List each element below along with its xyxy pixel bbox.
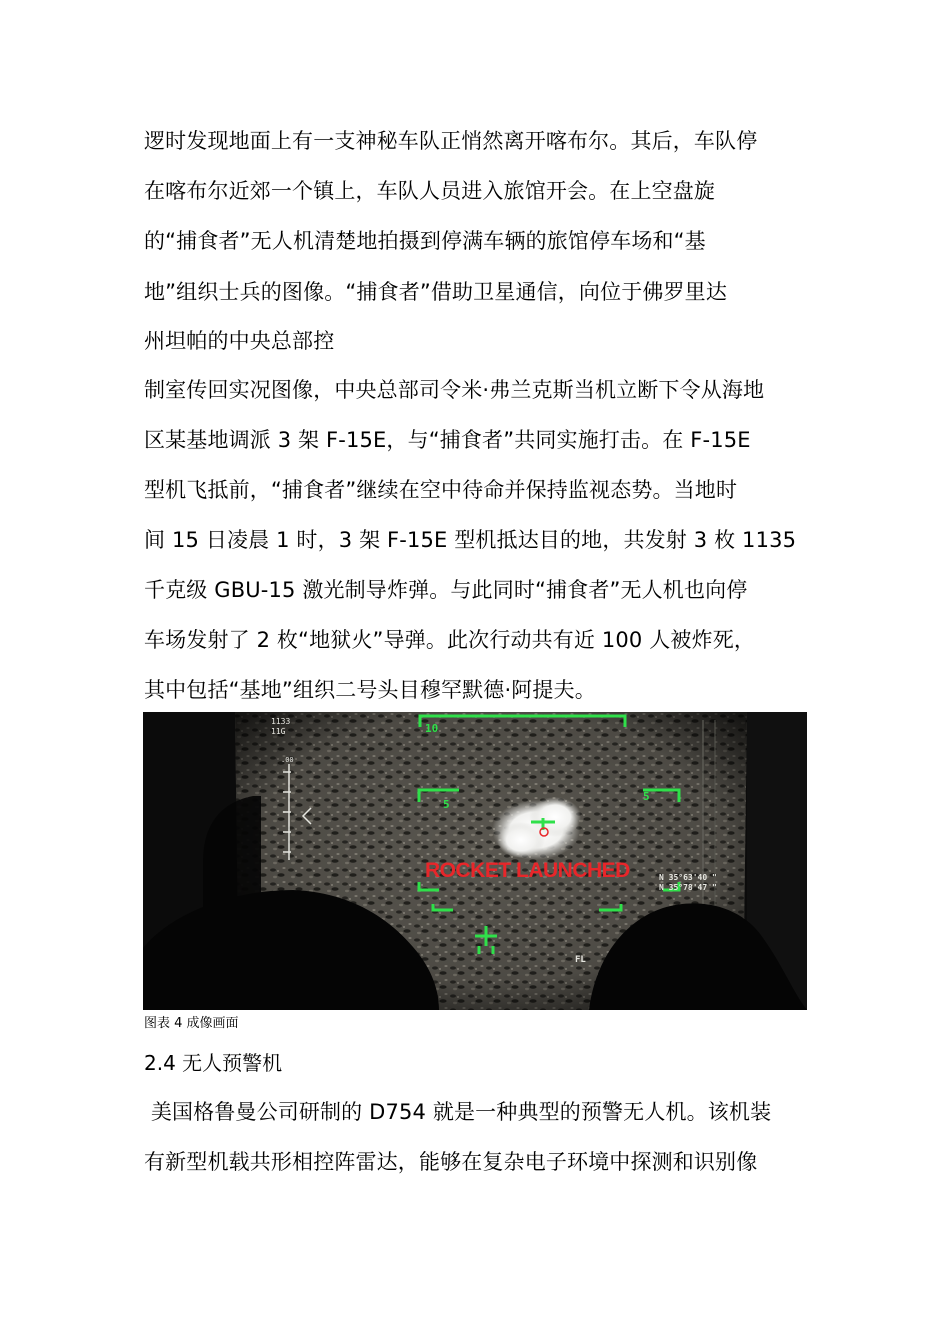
paragraph-2-line-1: 制室传回实况图像，中央总部司令米·弗兰克斯当机立断下令从海地 xyxy=(144,378,765,402)
paragraph-1-line-3: 的“捕食者”无人机清楚地拍摄到停满车辆的旅馆停车场和“基 xyxy=(144,229,706,253)
hud-heading-10: 10 xyxy=(425,722,439,735)
paragraph-2-line-6: 车场发射了 2 枚“地狱火”导弹。此次行动共有近 100 人被炸死， xyxy=(144,628,756,652)
hud-coord-n1: N 35°63'40 " xyxy=(659,873,717,882)
hud-right-tick: 5 xyxy=(643,790,650,803)
figure-caption: 图表 4 成像画面 xyxy=(144,1016,239,1031)
paragraph-1-line-4: 地”组织士兵的图像。“捕食者”借助卫星通信，向位于佛罗里达 xyxy=(144,280,727,304)
hud-top-left-1: 1133 xyxy=(271,717,291,726)
paragraph-1-line-5: 州坦帕的中央总部控 xyxy=(144,329,335,353)
figure-drone-footage xyxy=(143,712,807,1010)
paragraph-2-line-5: 千克级 GBU-15 激光制导炸弹。与此同时“捕食者”无人机也向停 xyxy=(144,578,748,602)
paragraph-1-line-2: 在喀布尔近郊一个镇上，车队人员进入旅馆开会。在上空盘旋 xyxy=(144,179,716,203)
section-heading: 2.4 无人预警机 xyxy=(144,1051,283,1075)
hud-coord-n2: N 35°78'47 " xyxy=(659,883,717,892)
hud-image xyxy=(143,712,807,1010)
paragraph-3-line-2: 有新型机载共形相控阵雷达，能够在复杂电子环境中探测和识别像 xyxy=(144,1150,758,1174)
paragraph-2-line-7: 其中包括“基地”组织二号头目穆罕默德·阿提夫。 xyxy=(144,678,596,702)
paragraph-1-line-1: 逻时发现地面上有一支神秘车队正悄然离开喀布尔。其后，车队停 xyxy=(144,129,758,153)
hud-bottom-label: FL xyxy=(575,955,586,965)
paragraph-3-line-1: 美国格鲁曼公司研制的 D754 就是一种典型的预警无人机。该机装 xyxy=(144,1100,772,1124)
hud-scale-label: .00 xyxy=(281,756,294,764)
hud-top-left-2: 11G xyxy=(271,727,286,736)
hud-left-tick: 5 xyxy=(443,798,450,811)
paragraph-2-line-4: 间 15 日凌晨 1 时，3 架 F-15E 型机抵达目的地，共发射 3 枚 1135 xyxy=(144,528,797,552)
paragraph-2-line-2: 区某基地调派 3 架 F-15E，与“捕食者”共同实施打击。在 F-15E xyxy=(144,428,751,452)
paragraph-2-line-3: 型机飞抵前，“捕食者”继续在空中待命并保持监视态势。当地时 xyxy=(144,478,738,502)
hud-alert-text: ROCKET LAUNCHED xyxy=(425,859,630,882)
